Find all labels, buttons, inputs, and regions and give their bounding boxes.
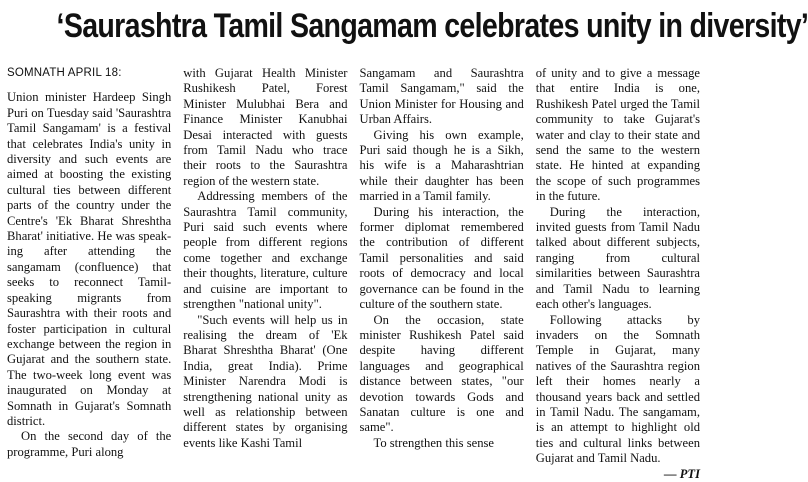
article-paragraph: To strengthen this sense — [373, 435, 494, 450]
article-paragraph: with Gujarat Health Minister Rushikesh Patel, Forest Minister Mulubhai Bera and Finance Minister Kanubhai Desai interacted with guests from Tamil Nadu who trace their roots to the Saurashtra region of the western state. — [183, 66, 348, 188]
article-column-3 — [360, 66, 524, 470]
article-paragraph: Sangamam and Saurashtra Tamil Sangamam," said the Union Minister for Housing and Urban Affairs. — [359, 66, 524, 127]
article-paragraph: During the interaction, invited guests from Tamil Nadu talked about different subjects, ranging from cultural similarities between Saurashtra and Tamil Nadu to learning each other's languages. — [535, 204, 700, 312]
article-dateline: SOMNATH APRIL 18: — [7, 67, 122, 79]
article-paragraph: On the occasion, state minister Rushikesh Patel said despite having different languages and geographical distance between states, "our devotion towards Gods and Sanatan culture is one and same". — [359, 312, 524, 435]
article-headline: ‘Saurashtra Tamil Sangamam celebrates unity in diversity’ — [56, 7, 808, 45]
article-column-1 — [7, 66, 171, 470]
article-paragraph: On the second day of the programme, Puri along — [7, 429, 172, 459]
article-paragraph-text: Following attacks by invaders on the Somnath Temple in Gujarat, many natives of the Saurashtra region left their homes nearly a thousand years back and settled in Tamil Nadu. The sangamam, is an attempt to highlight old ties and cultural links between Gujarat and Tamil Nadu. — [535, 312, 700, 466]
article-paragraph: of unity and to give a message that entire India is one, Rushikesh Patel urged the Tamil community to take Gujarat's water and clay to their state and send the same to the western state. He hinted at expanding the scope of such programmes in the future. — [535, 66, 700, 204]
article-paragraph: Union minister Hardeep Singh Puri on Tuesday said 'Saurashtra Tamil Sangamam' is a festival that celebrates India's unity in diversity and such events are aimed at boosting the existing cultural ties between different parts of the country under the Centre's 'Ek Bharat Shreshtha Bharat' initiative. He was speaking after attending the sangamam (confluence) that seeks to reconnect Tamil-speaking migrants from Saurashtra with their roots and foster participation in cultural exchange between the region in Gujarat and the southern state. The two-week long event was inaugurated on Monday at Somnath in Gujarat's Somnath district. — [7, 90, 172, 428]
article-column-2 — [183, 66, 347, 470]
article-paragraph: "Such events will help us in realising the dream of 'Ek Bharat Shreshtha Bharat' (One India, great India). Prime Minister Narendra Modi is strengthening national unity as well as relationship between different states by organising events like Kashi Tamil — [183, 312, 348, 450]
article-paragraph: During his interaction, the former diplomat remembered the contribution of different Tamil personalities and said roots of democracy and local governance can be found in the culture of the southern state. — [359, 204, 524, 312]
article-paragraph: Addressing members of the Saurashtra Tamil community, Puri said such events where people from different regions come together and exchange their thoughts, literature, culture and cuisine are important to strengthen "national unity". — [183, 189, 348, 312]
article-paragraph: Giving his own example, Puri said though he is a Sikh, his wife is a Maharashtrian while their daughter has been married in a Tamil family. — [359, 127, 524, 204]
article-body — [7, 66, 700, 481]
article-credit: — PTI — [663, 466, 700, 481]
article-column-4 — [535, 66, 700, 481]
article-paragraph — [535, 312, 700, 481]
